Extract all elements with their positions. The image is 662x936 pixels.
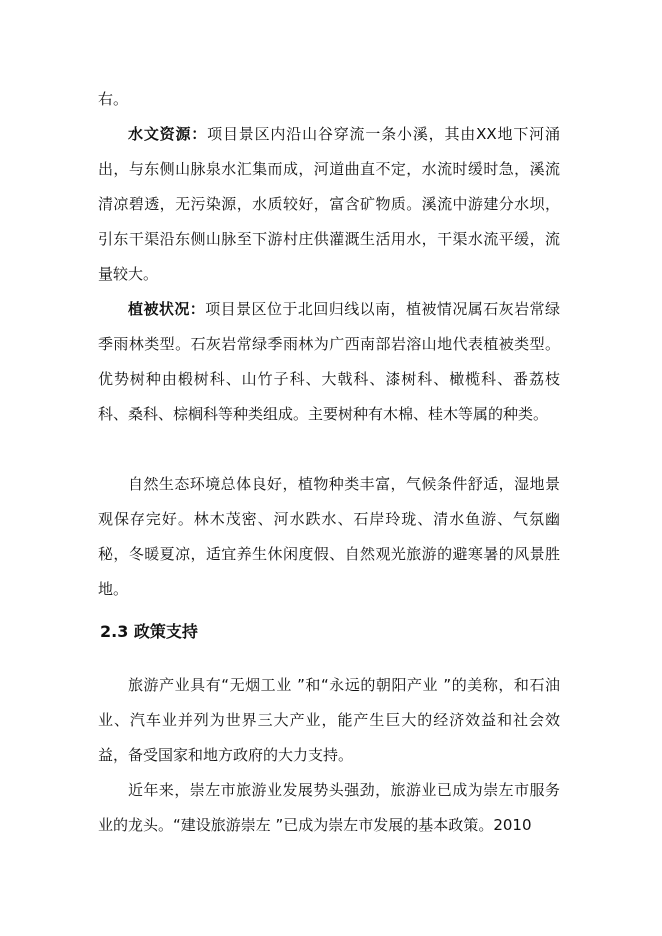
paragraph-policy-recent [98, 773, 560, 843]
paragraph-ecology [98, 467, 560, 607]
paragraph-text: 旅游产业具有“无烟工业 ”和“永远的朝阳产业 ”的美称，和石油业、汽车业并列为世界三大产业，能产生巨大的经济效益和社会效益，备受国家和地方政府的大力支持。 [98, 676, 560, 764]
paragraph-text: 项目景区内沿山谷穿流一条小溪，其由XX地下河涌出，与东侧山脉泉水汇集而成，河道曲直不定，水流时缓时急，溪流清凉碧透，无污染源，水质较好，富含矿物质。溪流中游建分水坝，引东干渠沿东侧山脉至下游村庄供灌溉生活用水，干渠水流平缓，流量较大。 [98, 125, 560, 283]
paragraph-text: 右。 [98, 90, 129, 108]
paragraph-hydrology [98, 117, 560, 292]
paragraph-vegetation [98, 292, 560, 432]
paragraph-label: 植被状况： [128, 300, 206, 318]
paragraph-label: 水文资源： [128, 125, 208, 143]
paragraph-policy-intro [98, 668, 560, 773]
section-heading: 2.3 政策支持 [100, 622, 198, 641]
paragraph-text: 近年来，崇左市旅游业发展势头强劲，旅游业已成为崇左市服务业的龙头。“建设旅游崇左 ”已成为崇左市发展的基本政策。2010 [98, 781, 560, 834]
paragraph-text: 项目景区位于北回归线以南，植被情况属石灰岩常绿季雨林类型。石灰岩常绿季雨林为广西南部岩溶山地代表植被类型。优势树种由椴树科、山竹子科、大戟科、漆树科、橄榄科、番荔枝科、桑科、棕榈科等种类组成。主要树种有木棉、桂木等属的种类。 [98, 300, 560, 423]
paragraph-text: 自然生态环境总体良好，植物种类丰富，气候条件舒适，湿地景观保存完好。林木茂密、河水跌水、石岸玲珑、清水鱼游、气氛幽秘，冬暖夏凉，适宜养生休闲度假、自然观光旅游的避寒暑的风景胜地。 [98, 475, 560, 598]
paragraph-continuation [98, 82, 560, 117]
